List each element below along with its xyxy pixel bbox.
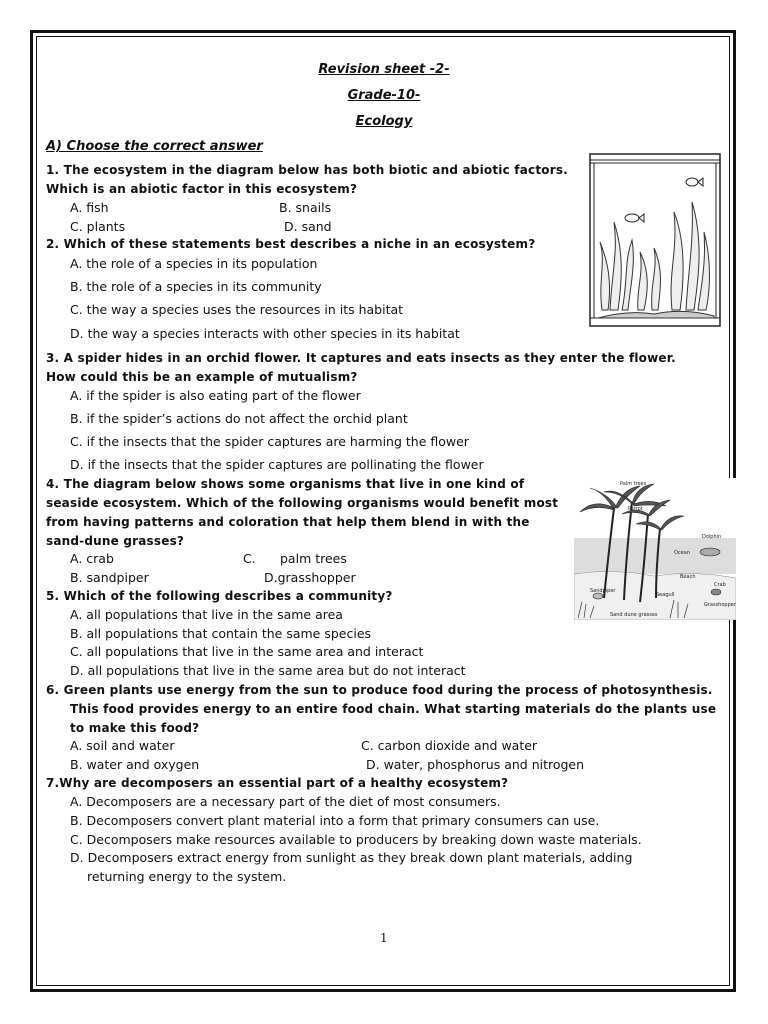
q7-line1: 7.Why are decomposers an essential part of a healthy ecosystem? <box>46 776 509 790</box>
q7-option-d: D. Decomposers extract energy from sunlight as they break down plant materials, adding <box>70 850 633 865</box>
page-number: 1 <box>380 931 388 945</box>
q4-line3: from having patterns and coloration that help them blend in with the <box>46 515 530 529</box>
q6-option-a: A. soil and water <box>70 738 175 753</box>
q4-line1: 4. The diagram below shows some organisms that live in one kind of <box>46 477 525 491</box>
label-sand-dune-grasses: Sand dune grasses <box>610 612 658 618</box>
q3-line2: How could this be an example of mutualism? <box>46 370 358 384</box>
q4-option-d: D.grasshopper <box>264 570 356 585</box>
q1-option-b: B. snails <box>279 200 332 215</box>
q6-option-c: C. carbon dioxide and water <box>361 738 538 753</box>
q4-option-b: B. sandpiper <box>70 570 149 585</box>
q2-option-a: A. the role of a species in its population <box>70 256 318 271</box>
q3-option-a: A. if the spider is also eating part of the flower <box>70 388 361 403</box>
subject-label: Ecology <box>355 114 413 129</box>
seaside-ecosystem-diagram <box>574 478 736 620</box>
q4-option-c-text: palm trees <box>280 551 347 566</box>
sheet-title: Revision sheet -2- <box>318 62 450 77</box>
q1-option-a: A. fish <box>70 200 109 215</box>
q1-option-c: C. plants <box>70 219 126 234</box>
q6-line2: This food provides energy to an entire food chain. What starting materials do the plants use <box>70 702 717 716</box>
q2-line1: 2. Which of these statements best describes a niche in an ecosystem? <box>46 237 536 251</box>
q7-option-c: C. Decomposers make resources available to producers by breaking down waste materials. <box>70 832 642 847</box>
label-ocean: Ocean <box>674 550 690 556</box>
grade-label: Grade-10- <box>347 88 421 103</box>
q2-option-b: B. the role of a species in its community <box>70 279 322 294</box>
q7-option-d-continued: returning energy to the system. <box>87 869 287 884</box>
q6-option-b: B. water and oxygen <box>70 757 200 772</box>
q4-option-a: A. crab <box>70 551 114 566</box>
q4-line4: sand-dune grasses? <box>46 534 185 548</box>
q4-line2: seaside ecosystem. Which of the following organisms would benefit most <box>46 496 559 510</box>
q1-line1: 1. The ecosystem in the diagram below has both biotic and abiotic factors. <box>46 163 568 177</box>
section-a-heading: A) Choose the correct answer <box>46 139 263 154</box>
q5-option-c: C. all populations that live in the same area and interact <box>70 644 424 659</box>
q3-option-d: D. if the insects that the spider captures are pollinating the flower <box>70 457 484 472</box>
label-sandpiper: Sandpiper <box>590 588 616 594</box>
label-parrot: Parrot <box>628 506 643 512</box>
q3-line1: 3. A spider hides in an orchid flower. It captures and eats insects as they enter the flower. <box>46 351 676 365</box>
q5-option-d: D. all populations that live in the same area but do not interact <box>70 663 466 678</box>
q4-option-c-letter: C. <box>243 551 256 566</box>
q3-option-b: B. if the spider’s actions do not affect the orchid plant <box>70 411 408 426</box>
q5-option-b: B. all populations that contain the same species <box>70 626 372 641</box>
q6-option-d: D. water, phosphorus and nitrogen <box>366 757 585 772</box>
q5-line1: 5. Which of the following describes a community? <box>46 589 393 603</box>
label-grasshopper: Grasshopper <box>704 602 736 608</box>
label-dolphin: Dolphin <box>702 534 722 540</box>
label-palm-trees: Palm trees <box>620 481 647 487</box>
q7-option-b: B. Decomposers convert plant material into a form that primary consumers can use. <box>70 813 600 828</box>
q2-option-d: D. the way a species interacts with other species in its habitat <box>70 326 460 341</box>
q2-option-c: C. the way a species uses the resources in its habitat <box>70 302 404 317</box>
label-beach: Beach <box>680 574 696 580</box>
q1-option-d: D. sand <box>284 219 332 234</box>
label-crab: Crab <box>714 582 726 588</box>
q7-option-a: A. Decomposers are a necessary part of the diet of most consumers. <box>70 794 501 809</box>
q6-line3: to make this food? <box>70 721 200 735</box>
q5-option-a: A. all populations that live in the same area <box>70 607 343 622</box>
q3-option-c: C. if the insects that the spider captures are harming the flower <box>70 434 469 449</box>
label-seagull: Seagull <box>656 592 675 598</box>
q6-line1: 6. Green plants use energy from the sun to produce food during the process of photosynthesis. <box>46 683 713 697</box>
aquarium-diagram <box>588 152 722 328</box>
q1-line2: Which is an abiotic factor in this ecosystem? <box>46 182 358 196</box>
